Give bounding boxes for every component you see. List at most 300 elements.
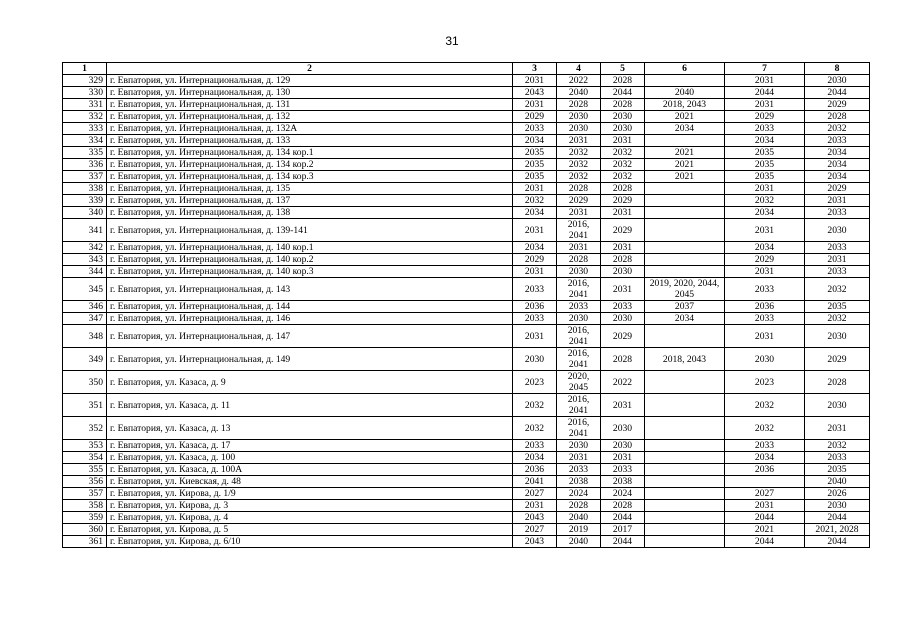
col7-cell: 2034	[725, 242, 805, 254]
col6-cell	[645, 464, 725, 476]
col3-cell: 2027	[513, 524, 557, 536]
row-number: 347	[63, 313, 107, 325]
col4-cell: 2028	[557, 500, 601, 512]
table-row	[63, 195, 870, 207]
table-row	[63, 242, 870, 254]
col4-cell: 2030	[557, 111, 601, 123]
col7-cell: 2029	[725, 254, 805, 266]
col6-cell	[645, 195, 725, 207]
col7-cell: 2035	[725, 159, 805, 171]
table-row	[63, 266, 870, 278]
col6-cell	[645, 524, 725, 536]
col6-cell: 2037	[645, 301, 725, 313]
row-number: 360	[63, 524, 107, 536]
col7-cell	[725, 476, 805, 488]
col8-cell: 2031	[805, 254, 870, 266]
col3-cell: 2043	[513, 87, 557, 99]
col3-cell: 2033	[513, 313, 557, 325]
col-header-7: 7	[725, 63, 805, 75]
address-cell: г. Евпатория, ул. Интернациональная, д. 140 кор.2	[107, 254, 513, 266]
col6-cell: 2021	[645, 147, 725, 159]
col4-cell: 2016, 2041	[557, 394, 601, 417]
col5-cell: 2033	[601, 464, 645, 476]
col5-cell: 2024	[601, 488, 645, 500]
address-cell: г. Евпатория, ул. Интернациональная, д. 143	[107, 278, 513, 301]
row-number: 348	[63, 325, 107, 348]
col5-cell: 2044	[601, 536, 645, 548]
row-number: 361	[63, 536, 107, 548]
col7-cell: 2032	[725, 394, 805, 417]
address-cell: г. Евпатория, ул. Казаса, д. 100	[107, 452, 513, 464]
col6-cell	[645, 536, 725, 548]
col3-cell: 2031	[513, 183, 557, 195]
address-cell: г. Евпатория, ул. Интернациональная, д. 134 кор.1	[107, 147, 513, 159]
address-cell: г. Евпатория, ул. Интернациональная, д. 140 кор.3	[107, 266, 513, 278]
row-number: 346	[63, 301, 107, 313]
col6-cell	[645, 512, 725, 524]
col7-cell: 2033	[725, 123, 805, 135]
table-row	[63, 313, 870, 325]
col5-cell: 2032	[601, 159, 645, 171]
col8-cell: 2044	[805, 512, 870, 524]
col7-cell: 2033	[725, 278, 805, 301]
col8-cell: 2031	[805, 195, 870, 207]
col3-cell: 2033	[513, 440, 557, 452]
table-row	[63, 452, 870, 464]
col5-cell: 2044	[601, 512, 645, 524]
col8-cell: 2034	[805, 159, 870, 171]
col3-cell: 2034	[513, 207, 557, 219]
row-number: 331	[63, 99, 107, 111]
address-cell: г. Евпатория, ул. Казаса, д. 17	[107, 440, 513, 452]
col7-cell: 2031	[725, 266, 805, 278]
col4-cell: 2019	[557, 524, 601, 536]
col6-cell	[645, 254, 725, 266]
col6-cell: 2019, 2020, 2044, 2045	[645, 278, 725, 301]
row-number: 354	[63, 452, 107, 464]
col7-cell: 2031	[725, 219, 805, 242]
address-cell: г. Евпатория, ул. Интернациональная, д. 134 кор.3	[107, 171, 513, 183]
col8-cell: 2035	[805, 464, 870, 476]
col7-cell: 2035	[725, 171, 805, 183]
col-header-3: 3	[513, 63, 557, 75]
address-cell: г. Евпатория, ул. Интернациональная, д. 137	[107, 195, 513, 207]
col-header-4: 4	[557, 63, 601, 75]
address-cell: г. Евпатория, ул. Казаса, д. 11	[107, 394, 513, 417]
col6-cell	[645, 207, 725, 219]
col8-cell: 2029	[805, 99, 870, 111]
col4-cell: 2029	[557, 195, 601, 207]
col4-cell: 2028	[557, 183, 601, 195]
table-row	[63, 254, 870, 266]
col3-cell: 2043	[513, 536, 557, 548]
col8-cell: 2033	[805, 135, 870, 147]
col7-cell: 2031	[725, 500, 805, 512]
col5-cell: 2028	[601, 348, 645, 371]
registry-table	[62, 62, 870, 548]
col5-cell: 2031	[601, 207, 645, 219]
col-header-2: 2	[107, 63, 513, 75]
col3-cell: 2023	[513, 371, 557, 394]
col3-cell: 2029	[513, 111, 557, 123]
col7-cell: 2034	[725, 207, 805, 219]
col6-cell	[645, 219, 725, 242]
col6-cell: 2018, 2043	[645, 348, 725, 371]
table-row	[63, 464, 870, 476]
col8-cell: 2030	[805, 500, 870, 512]
address-cell: г. Евпатория, ул. Интернациональная, д. 149	[107, 348, 513, 371]
col4-cell: 2033	[557, 464, 601, 476]
col6-cell	[645, 417, 725, 440]
col8-cell: 2040	[805, 476, 870, 488]
col4-cell: 2040	[557, 512, 601, 524]
col5-cell: 2029	[601, 195, 645, 207]
col7-cell: 2021	[725, 524, 805, 536]
col4-cell: 2038	[557, 476, 601, 488]
address-cell: г. Евпатория, ул. Интернациональная, д. 133	[107, 135, 513, 147]
table-row	[63, 394, 870, 417]
col7-cell: 2033	[725, 440, 805, 452]
col5-cell: 2038	[601, 476, 645, 488]
row-number: 350	[63, 371, 107, 394]
col8-cell: 2032	[805, 278, 870, 301]
col7-cell: 2036	[725, 301, 805, 313]
col5-cell: 2032	[601, 147, 645, 159]
col-header-1: 1	[63, 63, 107, 75]
address-cell: г. Евпатория, ул. Интернациональная, д. 134 кор.2	[107, 159, 513, 171]
page-number: 31	[445, 34, 459, 48]
col8-cell: 2028	[805, 371, 870, 394]
table-row	[63, 417, 870, 440]
col3-cell: 2031	[513, 266, 557, 278]
col4-cell: 2022	[557, 75, 601, 87]
col4-cell: 2028	[557, 99, 601, 111]
col8-cell: 2021, 2028	[805, 524, 870, 536]
table-row	[63, 135, 870, 147]
address-cell: г. Евпатория, ул. Кирова, д. 4	[107, 512, 513, 524]
row-number: 357	[63, 488, 107, 500]
col6-cell	[645, 500, 725, 512]
col4-cell: 2031	[557, 242, 601, 254]
row-number: 359	[63, 512, 107, 524]
col6-cell	[645, 440, 725, 452]
col4-cell: 2020, 2045	[557, 371, 601, 394]
col3-cell: 2031	[513, 75, 557, 87]
col5-cell: 2028	[601, 254, 645, 266]
col8-cell: 2033	[805, 242, 870, 254]
col4-cell: 2016, 2041	[557, 278, 601, 301]
address-cell: г. Евпатория, ул. Интернациональная, д. 129	[107, 75, 513, 87]
col7-cell: 2033	[725, 313, 805, 325]
col3-cell: 2032	[513, 394, 557, 417]
col6-cell	[645, 75, 725, 87]
col5-cell: 2031	[601, 278, 645, 301]
col8-cell: 2030	[805, 219, 870, 242]
col3-cell: 2031	[513, 325, 557, 348]
table-row	[63, 159, 870, 171]
row-number: 335	[63, 147, 107, 159]
col7-cell: 2044	[725, 536, 805, 548]
col4-cell: 2032	[557, 171, 601, 183]
col7-cell: 2027	[725, 488, 805, 500]
row-number: 332	[63, 111, 107, 123]
col3-cell: 2041	[513, 476, 557, 488]
address-cell: г. Евпатория, ул. Интернациональная, д. 144	[107, 301, 513, 313]
table-row	[63, 183, 870, 195]
col8-cell: 2032	[805, 313, 870, 325]
address-cell: г. Евпатория, ул. Интернациональная, д. 147	[107, 325, 513, 348]
col5-cell: 2031	[601, 394, 645, 417]
row-number: 356	[63, 476, 107, 488]
table-row	[63, 325, 870, 348]
table-row	[63, 476, 870, 488]
row-number: 342	[63, 242, 107, 254]
address-cell: г. Евпатория, ул. Интернациональная, д. 132А	[107, 123, 513, 135]
col8-cell: 2028	[805, 111, 870, 123]
col3-cell: 2031	[513, 219, 557, 242]
table-row	[63, 524, 870, 536]
col6-cell	[645, 135, 725, 147]
col4-cell: 2031	[557, 452, 601, 464]
col3-cell: 2031	[513, 500, 557, 512]
col8-cell: 2033	[805, 207, 870, 219]
col5-cell: 2033	[601, 301, 645, 313]
col3-cell: 2030	[513, 348, 557, 371]
header-row	[63, 63, 870, 75]
col4-cell: 2033	[557, 301, 601, 313]
col3-cell: 2027	[513, 488, 557, 500]
col4-cell: 2030	[557, 440, 601, 452]
row-number: 344	[63, 266, 107, 278]
address-cell: г. Евпатория, ул. Интернациональная, д. 135	[107, 183, 513, 195]
row-number: 334	[63, 135, 107, 147]
address-cell: г. Евпатория, ул. Киевская, д. 48	[107, 476, 513, 488]
col5-cell: 2030	[601, 440, 645, 452]
col3-cell: 2034	[513, 452, 557, 464]
col4-cell: 2040	[557, 87, 601, 99]
col6-cell	[645, 325, 725, 348]
col3-cell: 2033	[513, 278, 557, 301]
address-cell: г. Евпатория, ул. Казаса, д. 100А	[107, 464, 513, 476]
col5-cell: 2031	[601, 135, 645, 147]
col5-cell: 2032	[601, 171, 645, 183]
col8-cell: 2031	[805, 417, 870, 440]
col6-cell	[645, 266, 725, 278]
col6-cell	[645, 183, 725, 195]
col5-cell: 2028	[601, 75, 645, 87]
col8-cell: 2032	[805, 123, 870, 135]
col8-cell: 2030	[805, 394, 870, 417]
row-number: 353	[63, 440, 107, 452]
col4-cell: 2016, 2041	[557, 417, 601, 440]
col5-cell: 2030	[601, 123, 645, 135]
table-row	[63, 207, 870, 219]
col5-cell: 2029	[601, 325, 645, 348]
col6-cell: 2034	[645, 123, 725, 135]
col7-cell: 2029	[725, 111, 805, 123]
col-header-5: 5	[601, 63, 645, 75]
col4-cell: 2032	[557, 159, 601, 171]
col7-cell: 2030	[725, 348, 805, 371]
table-row	[63, 111, 870, 123]
col8-cell: 2033	[805, 266, 870, 278]
col7-cell: 2031	[725, 183, 805, 195]
table-body	[63, 75, 870, 548]
col5-cell: 2017	[601, 524, 645, 536]
col8-cell: 2035	[805, 301, 870, 313]
table-row	[63, 371, 870, 394]
col8-cell: 2030	[805, 325, 870, 348]
col7-cell: 2031	[725, 99, 805, 111]
address-cell: г. Евпатория, ул. Интернациональная, д. 139-141	[107, 219, 513, 242]
address-cell: г. Евпатория, ул. Интернациональная, д. 146	[107, 313, 513, 325]
table-row	[63, 440, 870, 452]
row-number: 338	[63, 183, 107, 195]
address-cell: г. Евпатория, ул. Кирова, д. 3	[107, 500, 513, 512]
col6-cell: 2018, 2043	[645, 99, 725, 111]
row-number: 355	[63, 464, 107, 476]
col8-cell: 2034	[805, 171, 870, 183]
address-cell: г. Евпатория, ул. Интернациональная, д. 140 кор.1	[107, 242, 513, 254]
col3-cell: 2036	[513, 464, 557, 476]
row-number: 333	[63, 123, 107, 135]
col7-cell: 2031	[725, 325, 805, 348]
col8-cell: 2026	[805, 488, 870, 500]
col4-cell: 2016, 2041	[557, 219, 601, 242]
col3-cell: 2031	[513, 99, 557, 111]
table-row	[63, 75, 870, 87]
col6-cell: 2021	[645, 171, 725, 183]
col4-cell: 2030	[557, 266, 601, 278]
col-header-8: 8	[805, 63, 870, 75]
address-cell: г. Евпатория, ул. Интернациональная, д. 138	[107, 207, 513, 219]
col8-cell: 2034	[805, 147, 870, 159]
col6-cell: 2040	[645, 87, 725, 99]
table-row	[63, 87, 870, 99]
col7-cell: 2044	[725, 87, 805, 99]
col8-cell: 2033	[805, 452, 870, 464]
col4-cell: 2016, 2041	[557, 348, 601, 371]
table-row	[63, 99, 870, 111]
col4-cell: 2016, 2041	[557, 325, 601, 348]
col5-cell: 2030	[601, 111, 645, 123]
col7-cell: 2044	[725, 512, 805, 524]
col3-cell: 2029	[513, 254, 557, 266]
table-row	[63, 500, 870, 512]
table-row	[63, 123, 870, 135]
row-number: 343	[63, 254, 107, 266]
table-row	[63, 171, 870, 183]
address-cell: г. Евпатория, ул. Кирова, д. 5	[107, 524, 513, 536]
address-cell: г. Евпатория, ул. Интернациональная, д. 130	[107, 87, 513, 99]
row-number: 337	[63, 171, 107, 183]
col5-cell: 2030	[601, 313, 645, 325]
row-number: 340	[63, 207, 107, 219]
col6-cell	[645, 452, 725, 464]
row-number: 341	[63, 219, 107, 242]
col3-cell: 2036	[513, 301, 557, 313]
table-row	[63, 278, 870, 301]
col3-cell: 2035	[513, 147, 557, 159]
col6-cell	[645, 394, 725, 417]
col3-cell: 2034	[513, 135, 557, 147]
col4-cell: 2030	[557, 313, 601, 325]
col3-cell: 2032	[513, 417, 557, 440]
col7-cell: 2032	[725, 195, 805, 207]
row-number: 352	[63, 417, 107, 440]
col6-cell	[645, 476, 725, 488]
col6-cell	[645, 488, 725, 500]
table-row	[63, 488, 870, 500]
table-row	[63, 512, 870, 524]
col4-cell: 2024	[557, 488, 601, 500]
col4-cell: 2030	[557, 123, 601, 135]
row-number: 330	[63, 87, 107, 99]
address-cell: г. Евпатория, ул. Казаса, д. 13	[107, 417, 513, 440]
row-number: 339	[63, 195, 107, 207]
address-cell: г. Евпатория, ул. Кирова, д. 1/9	[107, 488, 513, 500]
col8-cell: 2044	[805, 87, 870, 99]
col6-cell: 2034	[645, 313, 725, 325]
col8-cell: 2029	[805, 348, 870, 371]
col5-cell: 2030	[601, 266, 645, 278]
row-number: 351	[63, 394, 107, 417]
col4-cell: 2031	[557, 135, 601, 147]
col3-cell: 2034	[513, 242, 557, 254]
col8-cell: 2029	[805, 183, 870, 195]
col7-cell: 2034	[725, 452, 805, 464]
col-header-6: 6	[645, 63, 725, 75]
col4-cell: 2031	[557, 207, 601, 219]
col8-cell: 2044	[805, 536, 870, 548]
table-row	[63, 301, 870, 313]
col3-cell: 2043	[513, 512, 557, 524]
table-row	[63, 147, 870, 159]
address-cell: г. Евпатория, ул. Интернациональная, д. 131	[107, 99, 513, 111]
row-number: 358	[63, 500, 107, 512]
col7-cell: 2035	[725, 147, 805, 159]
col5-cell: 2022	[601, 371, 645, 394]
col6-cell	[645, 242, 725, 254]
col3-cell: 2032	[513, 195, 557, 207]
col6-cell: 2021	[645, 159, 725, 171]
col3-cell: 2033	[513, 123, 557, 135]
col5-cell: 2030	[601, 417, 645, 440]
col8-cell: 2030	[805, 75, 870, 87]
col7-cell: 2034	[725, 135, 805, 147]
col7-cell: 2036	[725, 464, 805, 476]
col4-cell: 2028	[557, 254, 601, 266]
address-cell: г. Евпатория, ул. Казаса, д. 9	[107, 371, 513, 394]
col8-cell: 2032	[805, 440, 870, 452]
col7-cell: 2032	[725, 417, 805, 440]
table-row	[63, 348, 870, 371]
col6-cell: 2021	[645, 111, 725, 123]
col7-cell: 2023	[725, 371, 805, 394]
row-number: 345	[63, 278, 107, 301]
col5-cell: 2029	[601, 219, 645, 242]
table-row	[63, 536, 870, 548]
col4-cell: 2040	[557, 536, 601, 548]
col7-cell: 2031	[725, 75, 805, 87]
col5-cell: 2028	[601, 183, 645, 195]
col5-cell: 2028	[601, 99, 645, 111]
col3-cell: 2035	[513, 159, 557, 171]
address-cell: г. Евпатория, ул. Интернациональная, д. 132	[107, 111, 513, 123]
col4-cell: 2032	[557, 147, 601, 159]
col6-cell	[645, 371, 725, 394]
table-row	[63, 219, 870, 242]
